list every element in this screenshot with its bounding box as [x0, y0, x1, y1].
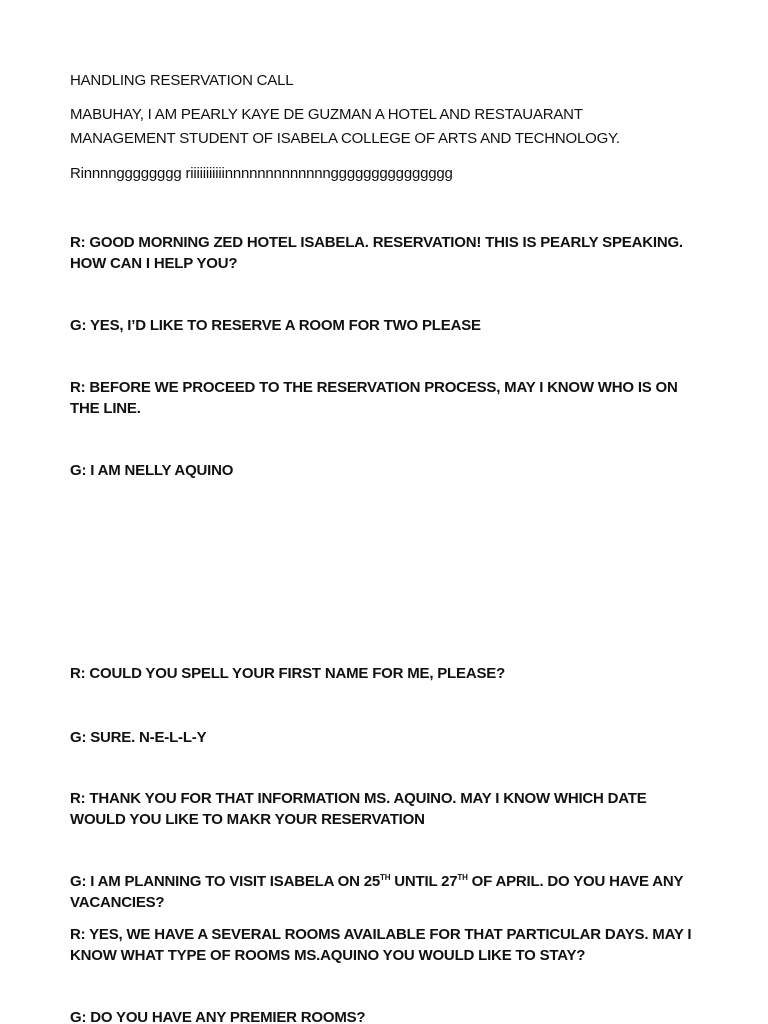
dialogue-guest-name: G: I AM NELLY AQUINO	[70, 462, 234, 479]
dialogue-receptionist-spell-request: R: COULD YOU SPELL YOUR FIRST NAME FOR ME, PLEASE?	[70, 665, 506, 682]
dialogue-receptionist-date-question-line-1: R: THANK YOU FOR THAT INFORMATION MS. AQUINO. MAY I KNOW WHICH DATE	[70, 790, 647, 807]
dialogue-receptionist-ask-name-line-1: R: BEFORE WE PROCEED TO THE RESERVATION PROCESS, MAY I KNOW WHO IS ON	[70, 379, 678, 396]
dialogue-guest-premier-rooms: G: DO YOU HAVE ANY PREMIER ROOMS?	[70, 1009, 366, 1024]
dialogue-receptionist-availability-line-1: R: YES, WE HAVE A SEVERAL ROOMS AVAILABLE FOR THAT PARTICULAR DAYS. MAY I	[70, 926, 692, 943]
intro-line-1: MABUHAY, I AM PEARLY KAYE DE GUZMAN A HOTEL AND RESTAUARANT	[70, 106, 583, 123]
dates-text-b: UNTIL 27	[390, 873, 458, 890]
dialogue-guest-spelling: G: SURE. N-E-L-L-Y	[70, 729, 207, 746]
document-title: HANDLING RESERVATION CALL	[70, 72, 294, 89]
ordinal-suffix-2: TH	[457, 873, 468, 882]
dates-text-a: G: I AM PLANNING TO VISIT ISABELA ON 25	[70, 873, 381, 890]
dialogue-guest-dates-line-1	[70, 871, 720, 892]
phone-ring-text: Rinnnngggggggg riiiiiiiiiiinnnnnnnnnnnnnggggggggggggggg	[70, 165, 453, 182]
dialogue-receptionist-availability-line-2: KNOW WHAT TYPE OF ROOMS MS.AQUINO YOU WOULD LIKE TO STAY?	[70, 947, 586, 964]
dates-text-c: OF APRIL. DO YOU HAVE ANY	[467, 873, 684, 890]
dialogue-receptionist-greeting-line-1: R: GOOD MORNING ZED HOTEL ISABELA. RESERVATION! THIS IS PEARLY SPEAKING.	[70, 234, 683, 251]
dialogue-guest-request: G: YES, I’D LIKE TO RESERVE A ROOM FOR TWO PLEASE	[70, 317, 481, 334]
dialogue-receptionist-greeting-line-2: HOW CAN I HELP YOU?	[70, 255, 238, 272]
dialogue-receptionist-date-question-line-2: WOULD YOU LIKE TO MAKR YOUR RESERVATION	[70, 811, 425, 828]
intro-line-2: MANAGEMENT STUDENT OF ISABELA COLLEGE OF ARTS AND TECHNOLOGY.	[70, 130, 620, 147]
dialogue-guest-dates-line-2: VACANCIES?	[70, 894, 165, 911]
dialogue-receptionist-ask-name-line-2: THE LINE.	[70, 400, 141, 417]
ordinal-suffix-1: TH	[380, 873, 391, 882]
